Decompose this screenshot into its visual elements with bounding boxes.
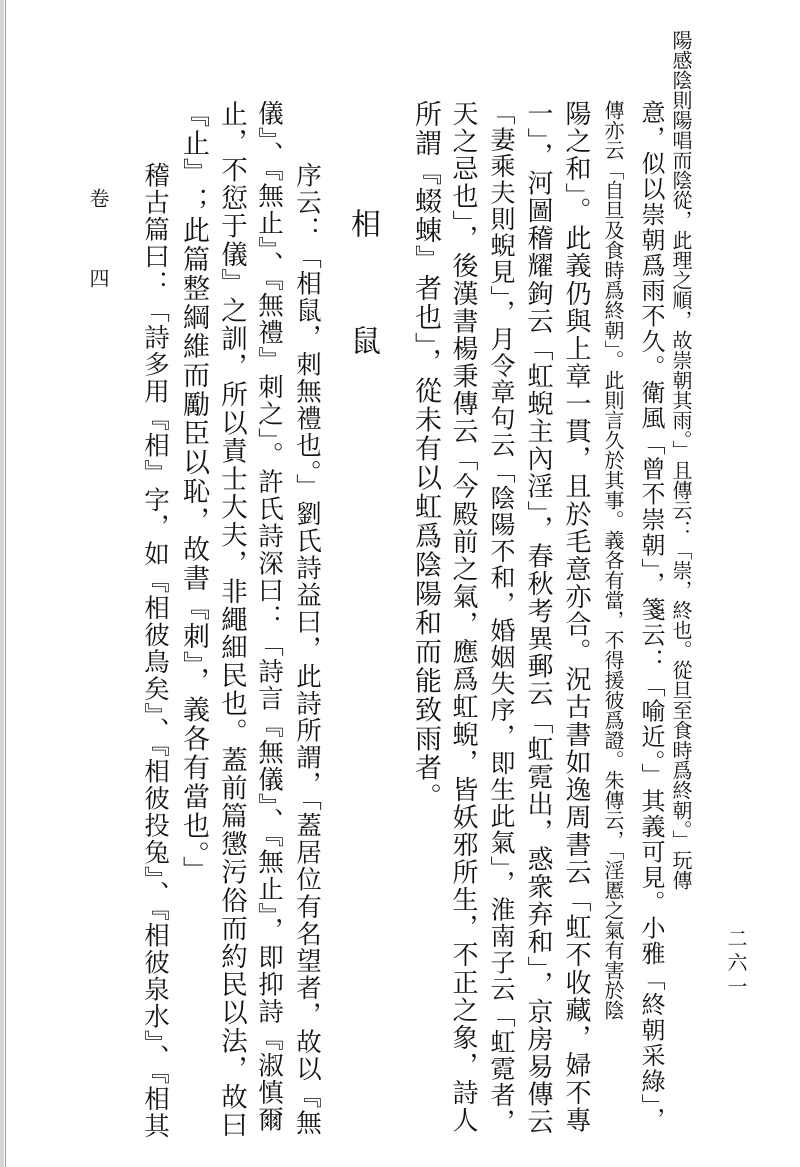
- text-column-5: 一」，河圖稽耀鉤云「虹蜺主內淫」，春秋考異郵云「虹霓出，惑衆弃和」，京房易傳云: [523, 100, 553, 1136]
- text-column-11: 止，不愆于儀』之訓，所以責士大夫，非繩細民也。蓋前篇懲污俗而約民以法，故曰: [216, 100, 247, 1140]
- running-title: 卷 四: [86, 188, 110, 306]
- text-column-3: 傳亦云「自旦及食時爲終朝」。此則言久於其事。義各有當，不得援彼爲證。朱傳云，「淫慝之氣有害於陰: [601, 100, 625, 1020]
- text-column-10: 儀』、『無止』、『無禮』刺之」。許氏詩深曰：「詩言『無儀』、『無止』，即抑詩『淑慎爾: [254, 100, 284, 1134]
- text-column-7: 天之忌也」，後漢書楊秉傳云「今殿前之氣，應爲虹蜺，皆妖邪所生，不正之象，詩人: [448, 100, 478, 1135]
- section-title: 相 鼠: [345, 208, 380, 381]
- text-column-12: 『止』；此篇整綱維而勵臣以恥，故書『刺』，義各有當也。」: [178, 100, 209, 885]
- text-column-4: 陽之和」。此義仍與上章一貫，且於毛意亦合。況古書如逸周書云「虹不收藏，婦不專: [561, 100, 591, 1135]
- text-column-2: 意，似以崇朝爲雨不久。衛風「曾不崇朝」，箋云：「喻近。」其義可見。小雅「終朝采綠」，: [637, 100, 665, 1133]
- text-column-1: 陽感陰則陽唱而陰從，此理之順，故崇朝其雨。」且傳云：「崇，終也。從旦至食時爲終朝。」玩傳: [669, 30, 693, 890]
- text-column-9: 序云：「相鼠，刺無禮也。」劉氏詩益曰，此詩所謂，「蓋居位有名望者，故以『無: [292, 162, 322, 1137]
- text-column-8: 所謂『蝃蝀』者也」，從未有以虹爲陰陽和而能致雨者。: [410, 100, 441, 812]
- text-column-6: 「妻乘夫則蜺見」，月令章句云「陰陽不和，婚姻失序，即生此氣」，淮南子云「虹霓者，: [487, 100, 516, 1135]
- page-edge-line: [5, 0, 6, 1167]
- page-edge-shadow: [0, 0, 4, 1167]
- text-column-13: 稽古篇曰：「詩多用『相』字，如『相彼鳥矣』、『相彼投兔』、『相彼泉水』、『相其: [140, 162, 170, 1140]
- page-number: 二六一: [724, 928, 748, 1000]
